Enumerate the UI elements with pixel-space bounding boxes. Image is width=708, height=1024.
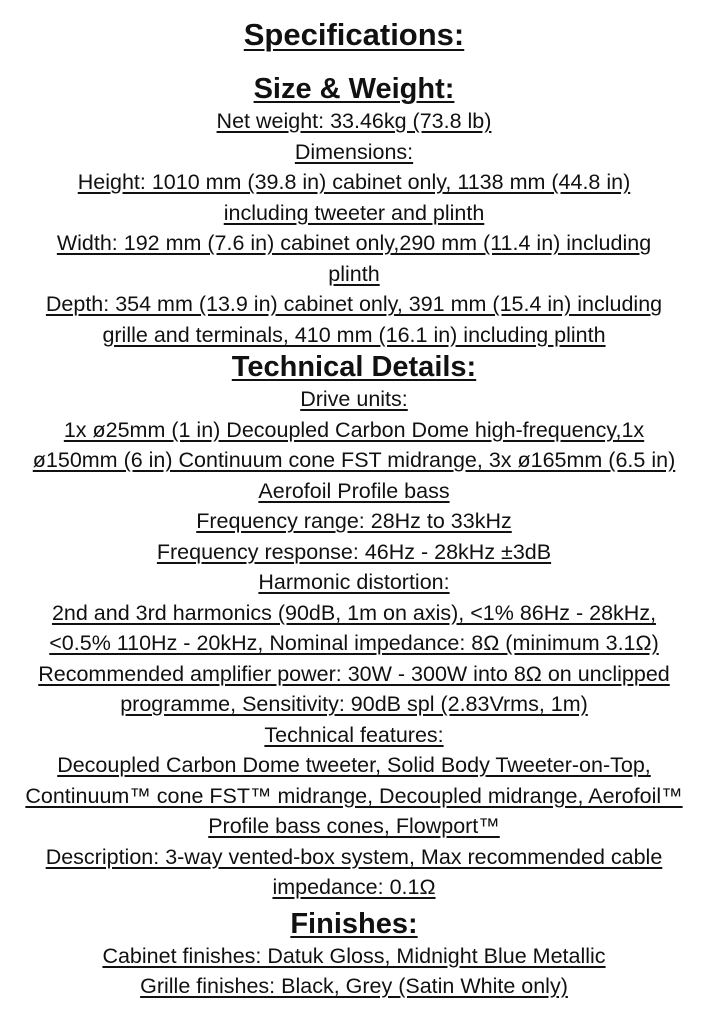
spec-line: plinth (328, 261, 380, 286)
spec-line: Aerofoil Profile bass (258, 478, 450, 503)
spec-line: Dimensions: (294, 139, 414, 164)
spec-line: including tweeter and plinth (223, 200, 485, 225)
spec-line: <0.5% 110Hz - 20kHz, Nominal impedance: 8Ω (minimum 3.1Ω) (49, 631, 659, 655)
section-heading-finishes: Finishes: (290, 907, 418, 940)
section-technical-details (0, 350, 708, 903)
spec-line: Continuum™ cone FST™ midrange, Decoupled midrange, Aerofoil™ (25, 783, 683, 808)
spec-line: Technical features: (264, 722, 444, 747)
spec-line: Profile bass cones, Flowport™ (208, 814, 500, 838)
spec-line: Description: 3-way vented-box system, Max recommended cable (45, 844, 663, 869)
spec-line: programme, Sensitivity: 90dB spl (2.83Vrms, 1m) (120, 692, 588, 716)
page-title: Specifications: (243, 17, 465, 52)
spec-line: Width: 192 mm (7.6 in) cabinet only,290 mm (11.4 in) including (56, 231, 652, 255)
spec-line: 2nd and 3rd harmonics (90dB, 1m on axis), <1% 86Hz - 28kHz, (51, 600, 657, 625)
spec-line: grille and terminals, 410 mm (16.1 in) including plinth (102, 322, 606, 347)
spec-line: 1x ø25mm (1 in) Decoupled Carbon Dome high-frequency,1x (63, 417, 645, 442)
section-heading-technical-details: Technical Details: (231, 351, 477, 383)
spec-line: Harmonic distortion: (258, 570, 450, 594)
spec-line: Depth: 354 mm (13.9 in) cabinet only, 391 mm (15.4 in) including (45, 292, 663, 316)
section-size-weight (0, 72, 708, 350)
spec-line: impedance: 0.1Ω (272, 875, 436, 899)
spec-line: Frequency response: 46Hz - 28kHz ±3dB (156, 539, 552, 564)
spec-line: Decoupled Carbon Dome tweeter, Solid Body Tweeter-on-Top, (57, 753, 651, 777)
spec-line: ø150mm (6 in) Continuum cone FST midrange, 3x ø165mm (6.5 in) (32, 448, 676, 472)
section-finishes (0, 907, 708, 1002)
spec-line: Net weight: 33.46kg (73.8 lb) (216, 109, 492, 133)
spec-line: Height: 1010 mm (39.8 in) cabinet only, 1138 mm (44.8 in) (77, 170, 631, 194)
spec-line: Frequency range: 28Hz to 33kHz (196, 509, 512, 533)
section-heading-size-weight: Size & Weight: (253, 73, 455, 105)
spec-line: Cabinet finishes: Datuk Gloss, Midnight Blue Metallic (102, 943, 606, 968)
spec-line: Grille finishes: Black, Grey (Satin White only) (140, 974, 568, 998)
spec-line: Recommended amplifier power: 30W - 300W into 8Ω on unclipped (38, 661, 670, 686)
spec-line: Drive units: (300, 387, 408, 411)
